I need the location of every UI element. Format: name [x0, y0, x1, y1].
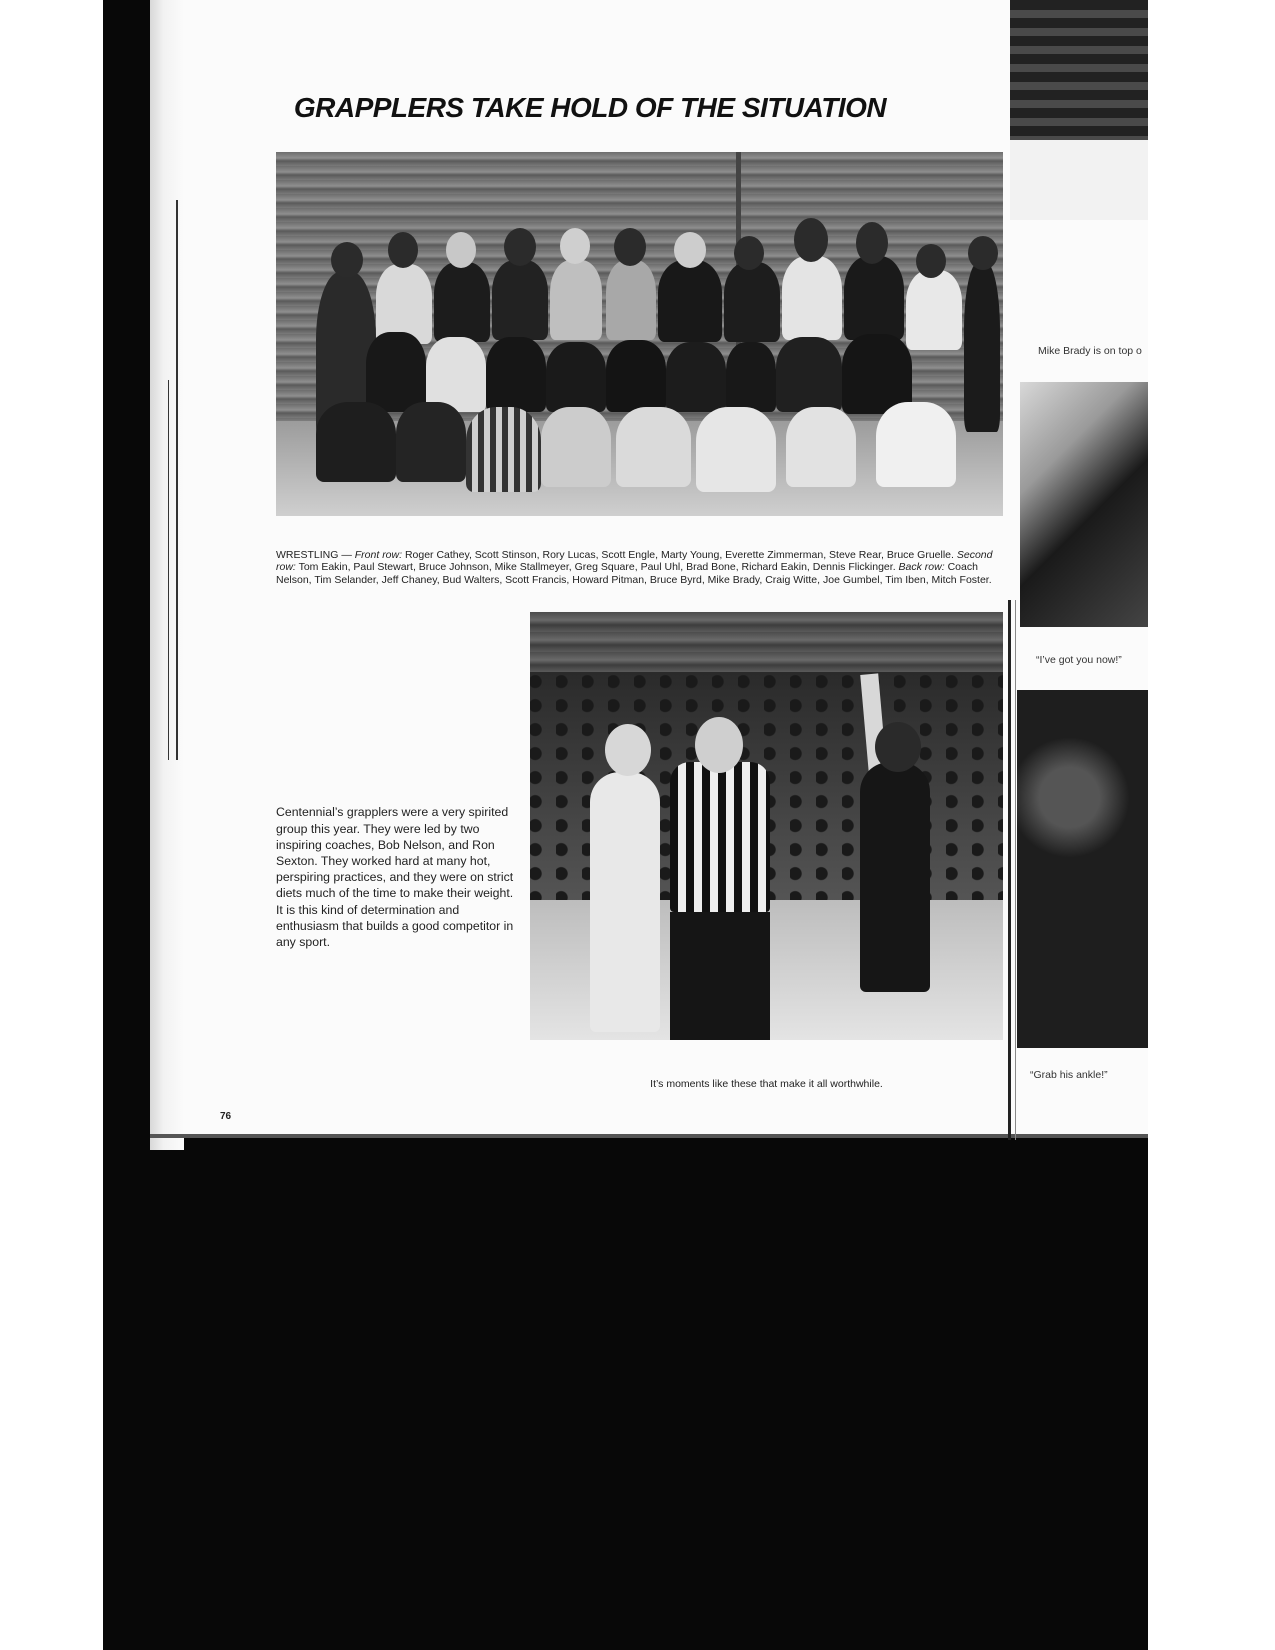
- team-member: [844, 256, 904, 340]
- caption-lead: WRESTLING —: [276, 548, 352, 561]
- team-member-head: [794, 218, 828, 262]
- wrestler-winner: [860, 762, 930, 992]
- team-member-head: [968, 236, 998, 270]
- page-binding: [150, 0, 184, 1150]
- team-member: [724, 262, 780, 342]
- team-member: [616, 407, 691, 487]
- team-member: [696, 407, 776, 492]
- page-bottom-edge: [150, 1134, 1148, 1138]
- team-member-head: [560, 228, 590, 264]
- binding-line: [168, 380, 169, 760]
- page-gutter-line: [1015, 600, 1016, 1140]
- side-caption-3: “Grab his ankle!”: [1030, 1068, 1108, 1081]
- team-member-head: [916, 244, 946, 278]
- team-photo-caption: [276, 549, 1003, 587]
- team-member: [434, 262, 490, 342]
- team-member: [726, 342, 776, 412]
- team-member: [606, 260, 656, 340]
- wrestler-white: [590, 772, 660, 1032]
- body-paragraph: Centennial’s grapplers were a very spirited group this year. They were led by two inspiring coaches, Bob Nelson, and Ron Sexton. They worked hard at many hot, perspiring practices, and they were on strict diets much of the time to make their weight. It is this kind of determination and enthusiasm that builds a good competitor in any sport.: [276, 805, 514, 949]
- side-photo-middle: [1020, 382, 1148, 627]
- front-row-names: Roger Cathey, Scott Stinson, Rory Lucas, Scott Engle, Marty Young, Everette Zimmerman, Steve Rear, Bruce Gruelle.: [404, 548, 954, 561]
- team-member: [658, 260, 722, 342]
- referee-head: [695, 717, 743, 773]
- referee-pants: [670, 912, 770, 1040]
- team-member: [426, 337, 486, 412]
- team-member-head: [446, 232, 476, 268]
- wrestler-winner-head: [875, 722, 921, 772]
- team-member-head: [388, 232, 418, 268]
- match-photo: [530, 612, 1003, 1040]
- second-row-label: Second row:: [276, 548, 993, 573]
- team-member: [964, 262, 1000, 432]
- spine-shade: [1008, 600, 1011, 1140]
- wrestler-white-head: [605, 724, 651, 776]
- page-headline: GRAPPLERS TAKE HOLD OF THE SITUATION: [293, 91, 887, 123]
- side-caption-2: “I’ve got you now!”: [1036, 653, 1122, 666]
- binding-line: [176, 200, 178, 760]
- second-row-names: Tom Eakin, Paul Stewart, Bruce Johnson, Mike Stallmeyer, Greg Square, Paul Uhl, Brad Bone, Richard Eakin, Dennis Flickinger.: [298, 561, 896, 573]
- side-photo-mat: [1010, 140, 1148, 220]
- team-member: [776, 337, 842, 412]
- team-member: [396, 402, 466, 482]
- side-caption-1: Mike Brady is on top o: [1038, 344, 1142, 357]
- back-row-names: Coach Nelson, Tim Selander, Jeff Chaney, Bud Walters, Scott Francis, Howard Pitman, Bruce Byrd, Mike Brady, Craig Witte, Joe Gumbel, Tim Iben, Mitch Foster.: [276, 561, 992, 586]
- back-row-label: Back row:: [898, 561, 945, 573]
- side-photo-bottom: [1017, 690, 1148, 1048]
- team-member: [876, 402, 956, 487]
- team-member: [906, 270, 962, 350]
- team-member-head: [674, 232, 706, 268]
- team-member: [550, 260, 602, 340]
- team-member-head: [856, 222, 888, 264]
- team-member: [486, 337, 546, 412]
- team-member: [546, 342, 606, 412]
- team-member-head: [331, 242, 363, 278]
- team-member: [316, 402, 396, 482]
- page-number: 76: [220, 1111, 232, 1122]
- team-member: [606, 340, 666, 412]
- team-member: [541, 407, 611, 487]
- team-member-head: [614, 228, 646, 266]
- team-member: [786, 407, 856, 487]
- referee-shirt: [670, 762, 770, 912]
- team-member: [492, 260, 548, 340]
- team-member: [466, 407, 541, 492]
- team-photo: [276, 152, 1003, 516]
- team-member: [666, 342, 726, 412]
- team-member: [366, 332, 426, 412]
- match-photo-caption: It’s moments like these that make it all worthwhile.: [650, 1077, 883, 1090]
- team-member-head: [734, 236, 764, 270]
- team-member-head: [504, 228, 536, 266]
- team-member: [782, 256, 842, 340]
- front-row-label: Front row:: [354, 548, 403, 561]
- side-photo-top: [1010, 0, 1148, 220]
